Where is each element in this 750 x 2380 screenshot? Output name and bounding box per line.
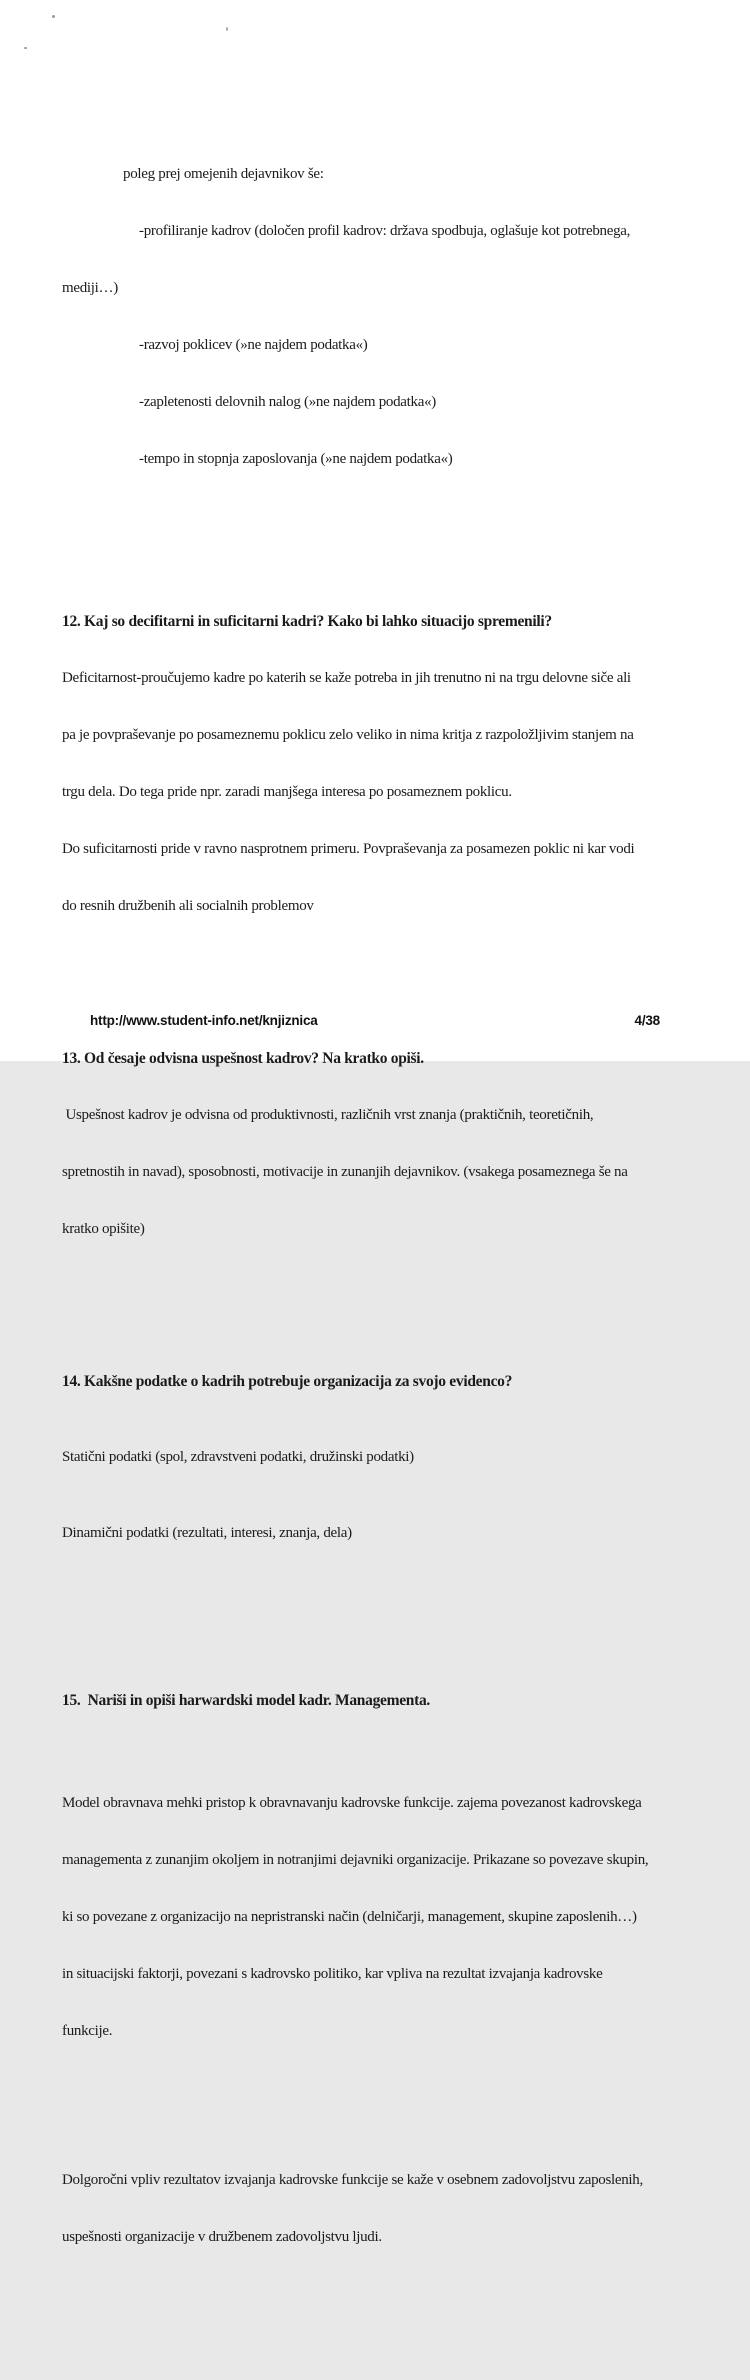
document-text-column (62, 70, 702, 2380)
long-term-impact-paragraph (62, 2117, 702, 2285)
intro-list-section (62, 127, 702, 507)
question-14-section (62, 1334, 702, 1581)
text-line: pa je povpraševanje po posameznemu poklicu zelo veliko in nima kritja z razpoložljivim stanjem na (62, 727, 634, 743)
question-13-heading: 13. Od česaje odvisna uspešnost kadrov? Na kratko opiši. (62, 1050, 424, 1067)
harvard-model-paragraph (62, 1748, 702, 2079)
text-line: spretnostih in navad), sposobnosti, motivacije in zunanjih dejavnikov. (vsakega posameznega še na (62, 1164, 628, 1180)
list-item-line: -tempo in stopnja zaposlovanja (»ne najdem podatka«) (139, 451, 453, 467)
text-line: trgu dela. Do tega pride npr. zaradi manjšega interesa po posameznem poklicu. (62, 784, 512, 800)
text-line: Do suficitarnosti pride v ravno nasprotnem primeru. Povpraševanja za posamezen poklic ni kar vodi (62, 841, 635, 857)
text-line: Dolgoročni vpliv rezultatov izvajanja kadrovske funkcije se kaže v osebnem zadovoljstvu zaposlenih, (62, 2172, 643, 2188)
text-line: Deficitarnost-proučujemo kadre po katerih se kaže potreba in jih trenutno ni na trgu delovne siče ali (62, 670, 631, 686)
question-13-section (62, 1011, 702, 1277)
scan-speckle (24, 47, 27, 49)
text-line: uspešnosti organizacije v družbenem zadovoljstvu ljudi. (62, 2229, 382, 2245)
scan-speckle (226, 27, 228, 31)
question-12-heading: 12. Kaj so decifitarni in suficitarni kadri? Kako bi lahko situacijo spremenili? (62, 613, 552, 630)
text-line: in situacijski faktorji, povezani s kadrovsko politiko, kar vpliva na rezultat izvajanja kadrovske (62, 1966, 603, 1982)
static-data-line: Statični podatki (spol, zdravstveni podatki, družinski podatki) (62, 1449, 414, 1465)
text-line: ki so povezane z organizacijo na nepristranski način (delničarji, management, skupine zaposlenih…) (62, 1909, 637, 1925)
dynamic-data-line: Dinamični podatki (rezultati, interesi, znanja, dela) (62, 1525, 352, 1541)
question-15-heading: 15. Nariši in opiši harwardski model kadr. Managementa. (62, 1692, 431, 1709)
question-14-heading: 14. Kakšne podatke o kadrih potrebuje organizacija za svojo evidenco? (62, 1373, 513, 1390)
scan-speckle (52, 15, 55, 18)
page-footer (90, 1013, 660, 1029)
footer-url: http://www.student-info.net/knjiznica (90, 1013, 318, 1028)
text-line: mediji…) (62, 280, 118, 296)
text-line: funkcije. (62, 2023, 113, 2039)
question-12-section (62, 564, 702, 954)
list-item-line: -zapletenosti delovnih nalog (»ne najdem podatka«) (139, 394, 436, 410)
text-line: Uspešnost kadrov je odvisna od produktivnosti, različnih vrst znanja (praktičnih, teoretičnih, (62, 1107, 594, 1123)
list-item-line: -profiliranje kadrov (določen profil kadrov: država spodbuja, oglašuje kot potrebnega, (139, 223, 631, 239)
text-line: kratko opišite) (62, 1221, 145, 1237)
text-line: Model obravnava mehki pristop k obravnavanju kadrovske funkcije. zajema povezanost kadrovskega (62, 1795, 642, 1811)
text-line: do resnih družbenih ali socialnih problemov (62, 898, 314, 914)
text-line: poleg prej omejenih dejavnikov še: (123, 166, 324, 182)
list-item-line: -razvoj poklicev (»ne najdem podatka«) (139, 337, 368, 353)
footer-page-number: 4/38 (634, 1013, 660, 1028)
question-15-section (62, 1638, 702, 2323)
text-line: managementa z zunanjim okoljem in notranjimi dejavniki organizacije. Prikazane so povezave skupin, (62, 1852, 649, 1868)
